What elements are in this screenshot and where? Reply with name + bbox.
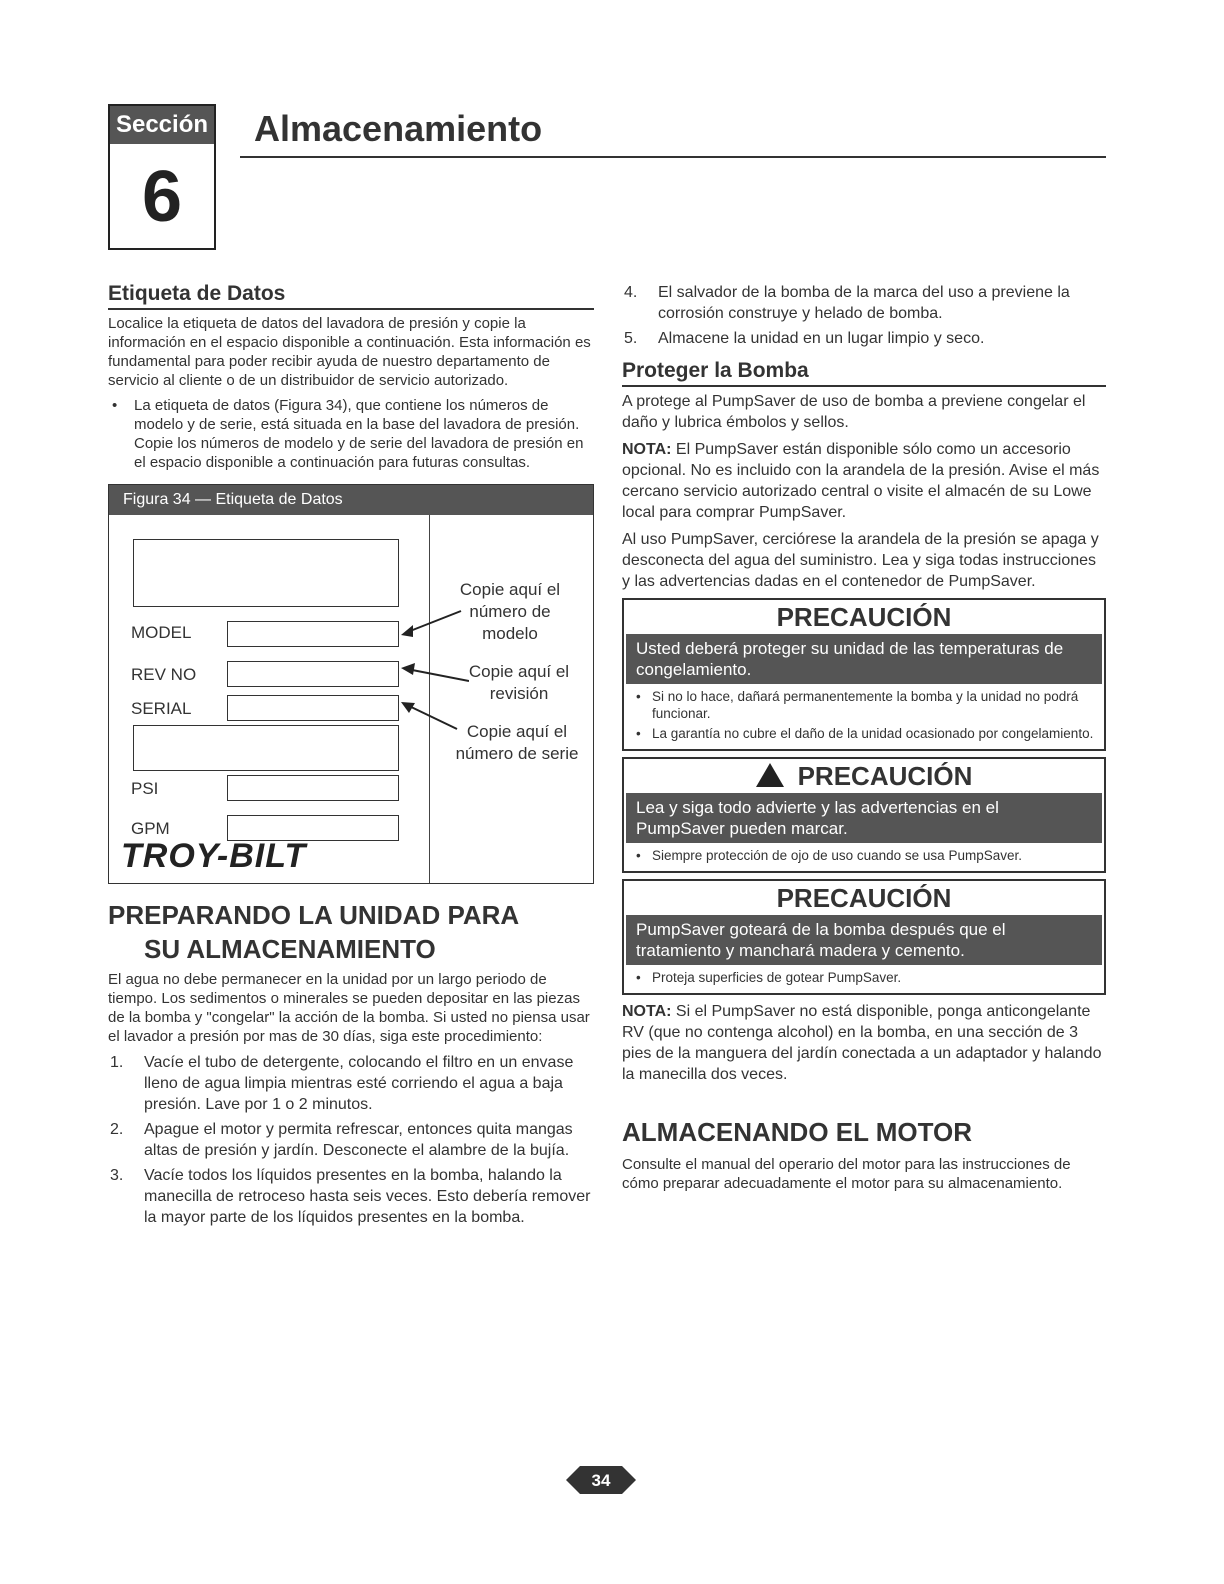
note-model: Copie aquí el número de modelo bbox=[459, 580, 561, 643]
label-blank-top bbox=[133, 539, 399, 607]
data-label-heading: Etiqueta de Datos bbox=[108, 282, 594, 310]
caution-title-row bbox=[624, 759, 1104, 793]
caution-list bbox=[624, 684, 1104, 749]
prep-step bbox=[108, 1052, 594, 1115]
motor-heading: ALMACENANDO EL MOTOR bbox=[622, 1117, 973, 1147]
caution-title: PRECAUCIÓN bbox=[797, 761, 973, 791]
page-number-badge bbox=[566, 1460, 636, 1500]
protect-heading: Proteger la Bomba bbox=[622, 359, 1106, 387]
step-text: Apague el motor y permita refrescar, entonces quita mangas altas de presión y jardín. Desconecte el alambre de la bujía. bbox=[144, 1121, 573, 1159]
step-number: 4. bbox=[624, 284, 638, 301]
caution-box-drip bbox=[622, 879, 1106, 995]
prep-steps-continued bbox=[622, 282, 1106, 349]
data-label-bullet: • La etiqueta de datos (Figura 34), que contiene los números de modelo y de serie, está situada en la base del lavadora de presión. Copie los números de modelo y de serie del lavadora de presión en el espacio disponible a continuación para futuras consultas. bbox=[108, 396, 594, 472]
motor-text: Consulte el manual del operario del motor para las instrucciones de cómo preparar adecuadamente el motor para su almacenamiento. bbox=[622, 1156, 1071, 1192]
right-column bbox=[622, 282, 1106, 1193]
serial-field bbox=[227, 695, 399, 721]
section-number: 6 bbox=[141, 157, 183, 237]
psi-field bbox=[227, 775, 399, 801]
caution-item: • Siempre protección de ojo de uso cuando se usa PumpSaver. bbox=[632, 847, 1096, 864]
protect-note-text: El PumpSaver están disponible sólo como un accesorio opcional. No es incluido con la arandela de la presión. Avise el más cercano servicio autorizado central o visite el almacén de su Lowe local para comprar PumpSaver. bbox=[622, 441, 1100, 521]
step-number: 1. bbox=[110, 1054, 124, 1071]
caution-box-warnings bbox=[622, 757, 1106, 873]
arrow-serial bbox=[407, 705, 457, 729]
caution-title: PRECAUCIÓN bbox=[776, 602, 952, 632]
antifreeze-note-label: NOTA: bbox=[622, 1003, 672, 1020]
caution-item: • La garantía no cubre el daño de la unidad ocasionado por congelamiento. bbox=[632, 725, 1096, 742]
section-label: Sección bbox=[110, 106, 214, 144]
note-serial: Copie aquí el número de serie bbox=[455, 722, 579, 763]
step-number: 2. bbox=[110, 1121, 124, 1138]
step-number: 3. bbox=[110, 1167, 124, 1184]
figure-data-label bbox=[108, 484, 594, 884]
rev-no-label: REV NO bbox=[131, 665, 197, 684]
caution-list bbox=[624, 965, 1104, 993]
prep-step bbox=[108, 1165, 594, 1228]
protect-note bbox=[622, 439, 1106, 523]
step-text: Almacene la unidad en un lugar limpio y seco. bbox=[658, 330, 985, 347]
step-text: Vacíe todos los líquidos presentes en la bomba, halando la manecilla de retroceso hasta seis veces. Esto debería remover la mayor parte de los líquidos presentes en la bomba. bbox=[144, 1167, 591, 1226]
prep-steps bbox=[108, 1052, 594, 1228]
prep-heading-line2: SU ALMACENAMIENTO bbox=[144, 934, 436, 964]
left-column bbox=[108, 282, 594, 1232]
caution-item: • Si no lo hace, dañará permanentemente la bomba y la unidad no podrá funcionar. bbox=[632, 688, 1096, 722]
arrowhead-model bbox=[401, 625, 413, 637]
protect-note-label: NOTA: bbox=[622, 441, 672, 458]
page-number: 34 bbox=[591, 1471, 611, 1490]
protect-intro: A protege al PumpSaver de uso de bomba a previene congelar el daño y lubrica émbolos y sellos. bbox=[622, 393, 1086, 431]
model-field bbox=[227, 621, 399, 647]
label-blank-mid bbox=[133, 725, 399, 771]
prep-step bbox=[108, 1119, 594, 1161]
step-number: 5. bbox=[624, 330, 638, 347]
rev-no-field bbox=[227, 661, 399, 687]
caution-box-freeze bbox=[622, 598, 1106, 751]
data-label-intro: Localice la etiqueta de datos del lavadora de presión y copie la información en el espacio disponible a continuación. Esta información es fundamental para poder recibir ayuda de nuestro departamento de servicio al cliente o de un distribuidor de servicio autorizado. bbox=[108, 315, 591, 389]
note-revision: Copie aquí el revisión bbox=[468, 662, 570, 703]
model-label: MODEL bbox=[131, 623, 192, 642]
section-badge bbox=[108, 104, 216, 250]
figure-caption: Figura 34 — Etiqueta de Datos bbox=[109, 485, 593, 515]
psi-label: PSI bbox=[131, 779, 159, 798]
caution-item: • Proteja superficies de gotear PumpSaver. bbox=[632, 969, 1096, 986]
page-title: Almacenamiento bbox=[254, 108, 543, 149]
caution-band: Lea y siga todo advierte y las advertencias en el PumpSaver pueden marcar. bbox=[626, 793, 1102, 843]
figure-arrows bbox=[399, 605, 469, 745]
arrow-model bbox=[405, 611, 461, 633]
caution-title: PRECAUCIÓN bbox=[776, 883, 952, 913]
serial-label: SERIAL bbox=[131, 699, 192, 718]
prep-step bbox=[622, 282, 1106, 324]
warning-triangle-icon bbox=[756, 763, 784, 787]
caution-band: Usted deberá proteger su unidad de las temperaturas de congelamiento. bbox=[626, 634, 1102, 684]
antifreeze-note-text: Si el PumpSaver no está disponible, ponga anticongelante RV (que no contenga alcohol) en la bomba, en una sección de 3 pies de la manguera del jardín conectada a un adaptador y halando la manecilla dos veces. bbox=[622, 1003, 1102, 1083]
caution-list bbox=[624, 843, 1104, 871]
arrowhead-revision bbox=[401, 663, 415, 675]
step-text: El salvador de la bomba de la marca del uso a previene la corrosión construye y helado de bomba. bbox=[658, 284, 1070, 322]
prep-intro: El agua no debe permanecer en la unidad por un largo periodo de tiempo. Los sedimentos o minerales se pueden depositar en las piezas de la bomba y "congelar" la acción de la bomba. Si usted no piensa usar el lavador a presión por mas de 30 días, siga este procedimiento: bbox=[108, 971, 590, 1045]
step-text: Vacíe el tubo de detergente, colocando el filtro en un envase lleno de agua limpia mientras esté corriendo el agua a baja presión. Lave por 1 o 2 minutos. bbox=[144, 1054, 574, 1113]
title-rule bbox=[240, 156, 1106, 158]
protect-usage: Al uso PumpSaver, cerciórese la arandela de la presión se apaga y desconecta del agua del suministro. Lea y siga todas instrucciones y las advertencias dadas en el contenedor de PumpSaver. bbox=[622, 531, 1099, 590]
arrow-revision bbox=[407, 669, 469, 681]
caution-band: PumpSaver goteará de la bomba después que el tratamiento y manchará madera y cemento. bbox=[626, 915, 1102, 965]
troy-bilt-logo: TROY-BILT bbox=[121, 837, 307, 875]
prep-heading-line1: PREPARANDO LA UNIDAD PARA bbox=[108, 900, 520, 930]
prep-step bbox=[622, 328, 1106, 349]
antifreeze-note bbox=[622, 1001, 1106, 1085]
data-label-bullets bbox=[108, 396, 594, 472]
gpm-label: GPM bbox=[131, 819, 170, 838]
prep-section bbox=[108, 898, 594, 1228]
